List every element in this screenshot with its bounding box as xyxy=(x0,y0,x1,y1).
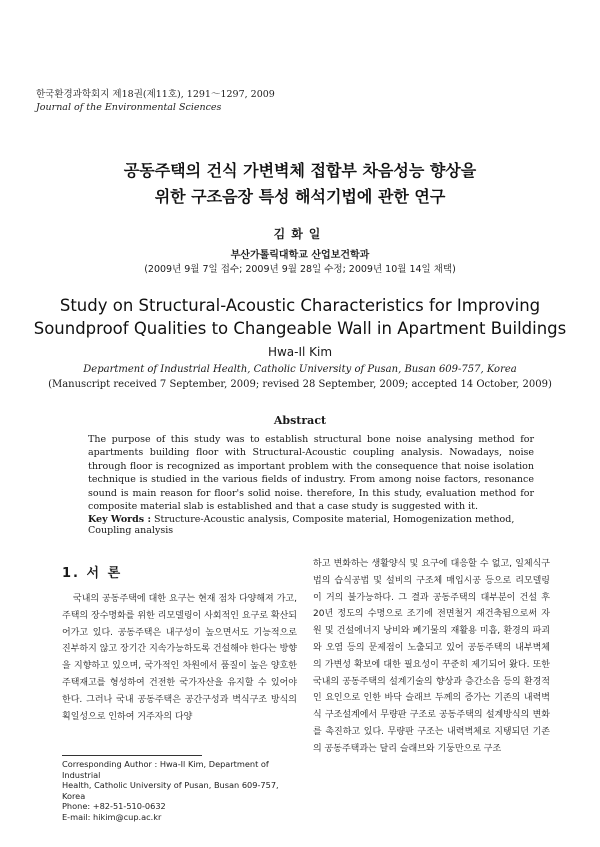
keywords-text: Structure-Acoustic analysis, Composite material, Homogenization method, Coupling analysis xyxy=(88,514,515,536)
korean-title-line-1: 공동주택의 건식 가변벽체 접합부 차음성능 향상을 xyxy=(123,161,477,180)
korean-manuscript-dates: (2009년 9월 7일 접수; 2009년 9월 28일 수정; 2009년 10월 14일 채택) xyxy=(144,264,456,275)
korean-affiliation: 부산가톨릭대학교 산업보건학과 xyxy=(230,250,370,261)
footnote-phone: Phone: +82-51-510-0632 xyxy=(62,801,166,812)
footnote-line-1: Corresponding Author : Hwa-Il Kim, Department of Industrial xyxy=(62,759,269,780)
korean-title-line-2: 위한 구조음장 특성 해석기법에 관한 연구 xyxy=(154,187,446,206)
english-manuscript-dates: (Manuscript received 7 September, 2009; revised 28 September, 2009; accepted 14 October, 2009) xyxy=(48,379,552,390)
korean-title xyxy=(40,158,560,210)
journal-citation-ko: 한국환경과학회지 제18권(제11호), 1291～1297, 2009 xyxy=(36,89,275,100)
english-title xyxy=(30,294,570,340)
english-affiliation: Department of Industrial Health, Catholic University of Pusan, Busan 609-757, Korea xyxy=(83,364,517,375)
footnote-divider xyxy=(62,755,202,756)
keywords-label: Key Words : xyxy=(88,514,151,525)
corresponding-author-footnote xyxy=(62,759,297,823)
section-1-paragraph-left: 국내의 공동주택에 대한 요구는 현재 점차 다양해져 가고, 주택의 장수명화를 위한 리모델링이 사회적인 요구로 확산되어가고 있다. 공동주택은 내구성이 높으면서도 기능적으로 진부하지 않고 장기간 지속가능하도록 건설해야 한다는 방향을 지향하고 있으며, 국가적인 차원에서 품질이 높은 양호한 주택재고를 형성하여 건전한 국가자산을 유지할 수 있어야 한다. 그러나 국내 공동주택은 공간구성과 벽식구조 방식의 획일성으로 인하여 거주자의 다양 xyxy=(62,594,297,722)
keywords xyxy=(88,514,548,536)
english-title-line-2: Soundproof Qualities to Changeable Wall in Apartment Buildings xyxy=(33,319,567,338)
journal-header xyxy=(36,88,275,114)
korean-author: 김화일 xyxy=(273,227,327,241)
body-column-right xyxy=(313,556,550,758)
section-1-heading: 1. 서 론 xyxy=(62,566,123,581)
footnote-email: E-mail: hikim@cup.ac.kr xyxy=(62,811,162,822)
journal-name-en: Journal of the Environmental Sciences xyxy=(36,102,222,113)
english-author: Hwa-Il Kim xyxy=(267,345,333,359)
footnote-line-2: Health, Catholic University of Pusan, Busan 609-757, Korea xyxy=(62,780,279,801)
body-column-left xyxy=(62,556,297,725)
english-title-line-1: Study on Structural-Acoustic Characteristics for Improving xyxy=(59,296,541,315)
section-1-paragraph-right: 하고 변화하는 생활양식 및 요구에 대응할 수 없고, 일체식구법의 습식공법 및 설비의 구조체 매입시공 등으로 리모델링이 거의 불가능하다. 그 결과 공동주택의 대부분이 건설 후 20년 정도의 수명으로 조기에 전면철거 재건축됨으로써 자원 및 건설에너지 낭비와 폐기물의 재활용 미흡, 환경의 파괴와 오염 등의 문제점이 노출되고 있어 공동주택의 내부벽체의 가변성 확보에 대한 필요성이 꾸준히 제기되어 왔다. 또한 국내의 공동주택의 설계기술의 향상과 층간소음 등의 환경적인 요인으로 인한 바닥 슬래브 두께의 증가는 기존의 내력벽식 구조설계에서 무량판 구조로 공동주택의 설계방식의 변화를 촉진하고 있다. 무량판 구조는 내력벽체로 지탱되던 기존의 공동주택과는 달리 슬래브와 기둥만으로 구조 xyxy=(313,559,550,754)
abstract-heading: Abstract xyxy=(273,414,327,427)
abstract-text: The purpose of this study was to establish structural bone noise analysing method for apartments building floor with Structural-Acoustic coupling analysis. Nowadays, noise through floor is recognized as important problem with the consequence that noise isolation technique is studied in the various fields of industry. From among noise factors, resonance sound is main reason for floor's solid noise. therefore, In this study, evaluation method for composite material slab is established and that a case study is suggested with it. xyxy=(88,434,534,513)
